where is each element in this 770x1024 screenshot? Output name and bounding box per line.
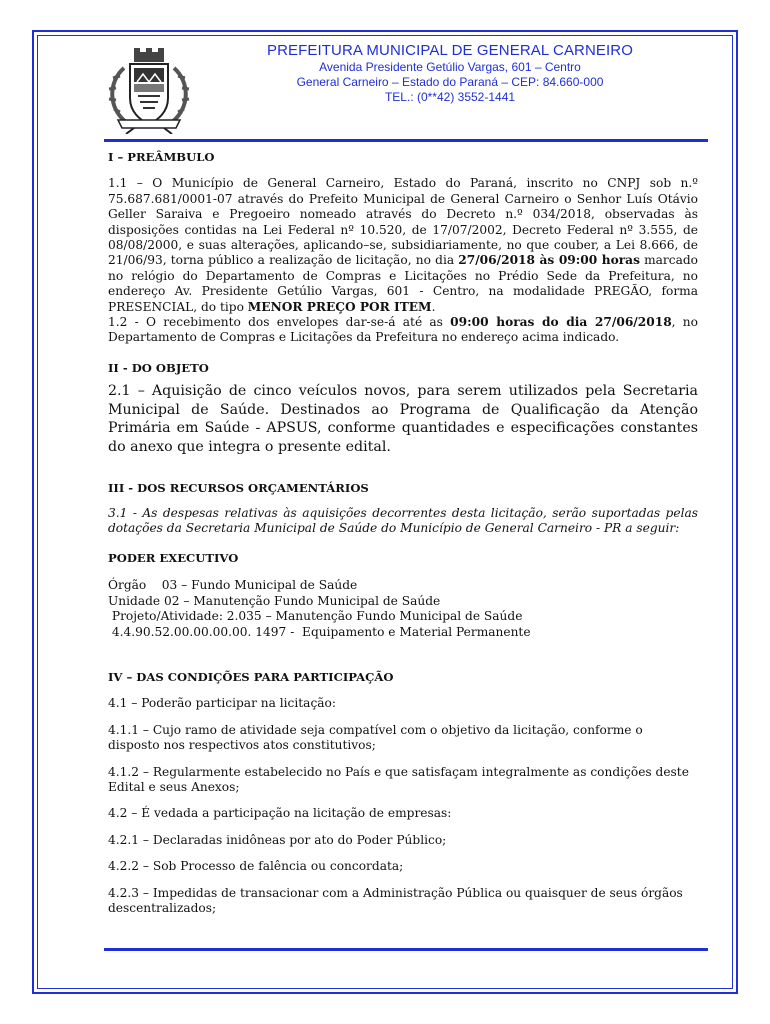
condition-4-2: 4.2 – É vedada a participação na licitação de empresas: [108, 806, 452, 821]
condition-4-2-1: 4.2.1 – Declaradas inidôneas por ato do Poder Público; [108, 832, 447, 847]
condition-4-1-1: 4.1.1 – Cujo ramo de atividade seja compatível com o objetivo da licitação, conforme o disposto nos respectivos atos constitutivos; [108, 722, 643, 753]
budget-line-projeto: Projeto/Atividade: 2.035 – Manutenção Fundo Municipal de Saúde [108, 609, 523, 624]
letterhead-phone: TEL.: (0**42) 3552-1441 [384, 90, 516, 104]
paragraph-1-2-text: 1.2 - O recebimento dos envelopes dar-se-á até as [108, 315, 451, 330]
sub-heading-poder-executivo: PODER EXECUTIVO [108, 550, 239, 565]
paragraph-1-1-text-2: marcado no relógio do Departamento de Compras e Licitações no Prédio Sede da Prefeitura, no endereço Av. Presidente Getúlio Vargas, 601 - Centro, na modalidade PREGÃO, forma PRESENCIAL, do tipo [108, 253, 698, 314]
section-heading-objeto: II - DO OBJETO [108, 360, 209, 375]
header-divider [104, 139, 708, 142]
section-heading-recursos: III - DOS RECURSOS ORÇAMENTÁRIOS [108, 480, 369, 495]
letterhead-title: PREFEITURA MUNICIPAL DE GENERAL CARNEIRO [266, 42, 633, 59]
paragraph-1-1 [108, 176, 698, 315]
budget-line-elemento: 4.4.90.52.00.00.00.00. 1497 - Equipamento e Material Permanente [108, 624, 531, 639]
condition-4-2-3: 4.2.3 – Impedidas de transacionar com a Administração Pública ou quaisquer de seus órgãos descentralizados; [108, 885, 683, 915]
footer-divider [104, 948, 708, 951]
letterhead-address: Avenida Presidente Getúlio Vargas, 601 – Centro [319, 60, 581, 74]
paragraph-1-2-date: 09:00 horas do dia 27/06/2018 [450, 315, 672, 330]
section-heading-preambulo: I – PREÂMBULO [108, 150, 215, 164]
document-body [108, 150, 698, 916]
paragraph-1-2 [108, 315, 698, 346]
paragraph-3-1: 3.1 - As despesas relativas às aquisições decorrentes desta licitação, serão suportadas pelas dotações da Secretaria Municipal de Saúde do Município de General Carneiro - PR a seguir: [108, 506, 698, 536]
paragraph-1-1-date: 27/06/2018 às 09:00 horas [458, 253, 640, 268]
section-heading-condicoes: IV – DAS CONDIÇÕES PARA PARTICIPAÇÃO [108, 669, 394, 684]
letterhead [230, 42, 670, 105]
paragraph-1-1-type: MENOR PREÇO POR ITEM [247, 299, 432, 314]
paragraph-2-1: 2.1 – Aquisição de cinco veículos novos, para serem utilizados pela Secretaria Municipal de Saúde. Destinados ao Programa de Qualificação da Atenção Primária em Saúde - APSUS, conforme quantidades e especificações constantes do anexo que integra o presente edital. [108, 383, 698, 456]
letterhead-city: General Carneiro – Estado do Paraná – CEP: 84.660-000 [296, 75, 604, 89]
municipal-coat-of-arms-icon [104, 48, 194, 134]
budget-line-orgao: Órgão 03 – Fundo Municipal de Saúde [108, 578, 358, 593]
condition-4-2-2: 4.2.2 – Sob Processo de falência ou concordata; [108, 859, 404, 874]
paragraph-1-1-text: 1.1 – O Município de General Carneiro, Estado do Paraná, inscrito no CNPJ sob n.º 75.687.681/0001-07 através do Prefeito Municipal de General Carneiro o Senhor Luís Otávio Geller Saraiva e Pregoeiro nomeado através do Decreto n.º 034/2018, observadas às disposições contidas na Lei Federal nº 10.520, de 17/07/2002, Decreto Federal nº 3.555, de 08/08/2000, e suas alterações, aplicando–se, subsidiariamente, no que couber, a Lei 8.666, de 21/06/93, torna público a realização de licitação, no dia [108, 176, 698, 268]
paragraph-1-1-end: . [431, 299, 436, 314]
condition-4-1-2: 4.1.2 – Regularmente estabelecido no País e que satisfaçam integralmente as condições deste Edital e seus Anexos; [108, 764, 689, 794]
condition-4-1: 4.1 – Poderão participar na licitação: [108, 696, 336, 711]
paragraph-1-2-text-2: , no Departamento de Compras e Licitações da Prefeitura no endereço acima indicado. [108, 315, 698, 345]
budget-line-unidade: Unidade 02 – Manutenção Fundo Municipal de Saúde [108, 593, 441, 608]
